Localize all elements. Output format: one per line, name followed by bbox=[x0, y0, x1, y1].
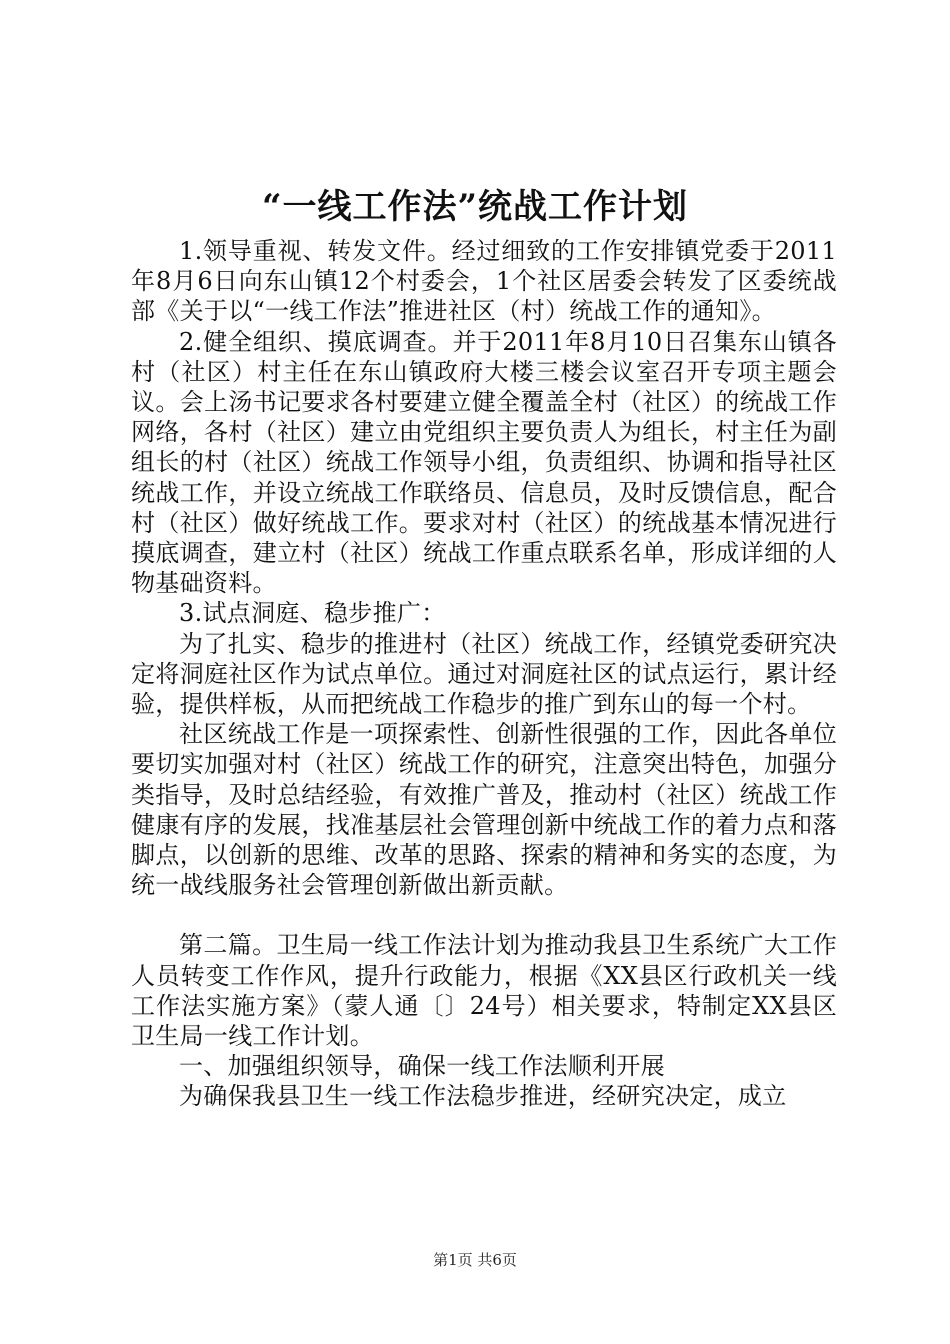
paragraph-pilot-heading: 3.试点洞庭、稳步推广： bbox=[179, 599, 446, 628]
document-body bbox=[131, 236, 837, 1112]
paragraph-summary: 社区统战工作是一项探索性、创新性很强的工作，因此各单位要切实加强对村（社区）统战工作的研究，注意突出特色，加强分类指导，及时总结经验，有效推广普及，推动村（社区）统战工作健康有序的发展，找准基层社会管理创新中统战工作的着力点和落脚点，以创新的思维、改革的思路、探索的精神和务实的态度，为统一战线服务社会管理创新做出新贡献。 bbox=[131, 720, 837, 900]
paragraph-organization: 2.健全组织、摸底调查。并于2011年8月10日召集东山镇各村（社区）村主任在东山镇政府大楼三楼会议室召开专项主题会议。会上汤书记要求各村要建立健全覆盖全村（社区）的统战工作网络，各村（社区）建立由党组织主要负责人为组长，村主任为副组长的村（社区）统战工作领导小组，负责组织、协调和指导社区统战工作，并设立统战工作联络员、信息员，及时反馈信息，配合村（社区）做好统战工作。要求对村（社区）的统战基本情况进行摸底调查，建立村（社区）统战工作重点联系名单，形成详细的人物基础资料。 bbox=[131, 327, 837, 598]
paragraph-pilot: 为了扎实、稳步的推进村（社区）统战工作，经镇党委研究决定将洞庭社区作为试点单位。通过对洞庭社区的试点运行，累计经验，提供样板，从而把统战工作稳步的推广到东山的每一个村。 bbox=[131, 629, 837, 719]
paragraph-part-two: 第二篇。卫生局一线工作法计划为推动我县卫生系统广大工作人员转变工作作风，提升行政能力，根据《XX县区行政机关一线工作法实施方案》（蒙人通〔〕24号）相关要求，特制定XX县区卫生局一线工作计划。 bbox=[131, 931, 837, 1051]
document-title: “一线工作法”统战工作计划 bbox=[261, 187, 689, 227]
paragraph-section-one: 为确保我县卫生一线工作法稳步推进，经研究决定，成立 bbox=[179, 1082, 787, 1111]
paragraph-leadership: 1.领导重视、转发文件。经过细致的工作安排镇党委于2011年8月6日向东山镇12个村委会，1个社区居委会转发了区委统战部《关于以“一线工作法”推进社区（村）统战工作的通知》。 bbox=[131, 237, 837, 326]
page-number: 第1页 共6页 bbox=[433, 1251, 517, 1269]
section-heading-one: 一、加强组织领导，确保一线工作法顺利开展 bbox=[179, 1052, 665, 1081]
